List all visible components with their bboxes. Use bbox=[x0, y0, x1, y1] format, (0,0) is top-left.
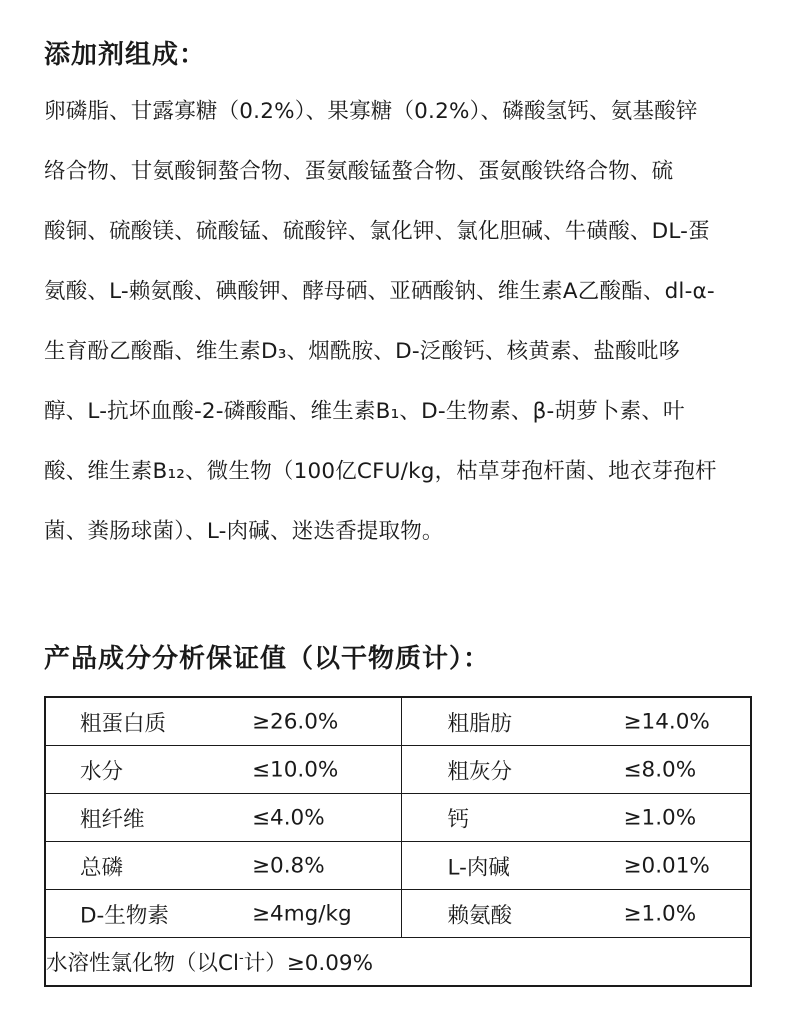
additives-line: 菌、粪肠球菌）、L-肉碱、迷迭香提取物。 bbox=[44, 519, 444, 544]
table-row bbox=[45, 842, 751, 890]
nutrient-name: 总磷 bbox=[80, 855, 124, 880]
table-cell bbox=[45, 794, 401, 842]
table-cell bbox=[401, 746, 751, 794]
table-cell bbox=[401, 794, 751, 842]
table-cell bbox=[45, 746, 401, 794]
nutrient-name: 粗脂肪 bbox=[447, 711, 513, 736]
nutrient-name: 赖氨酸 bbox=[447, 903, 513, 928]
nutrient-name: 粗灰分 bbox=[447, 759, 513, 784]
nutrient-value: ≥1.0% bbox=[623, 901, 697, 926]
table-cell bbox=[45, 697, 401, 746]
nutrient-value: ≥1.0% bbox=[623, 805, 697, 830]
chloride-row bbox=[45, 938, 751, 987]
additives-list bbox=[44, 92, 756, 572]
table-row bbox=[45, 938, 751, 987]
additives-line: 酸铜、硫酸镁、硫酸锰、硫酸锌、氯化钾、氯化胆碱、牛磺酸、DL-蛋 bbox=[44, 219, 710, 244]
chloride-superscript: - bbox=[239, 950, 244, 966]
analysis-table bbox=[44, 696, 752, 987]
table-row bbox=[45, 746, 751, 794]
nutrient-name: D-生物素 bbox=[80, 903, 169, 928]
table-row bbox=[45, 890, 751, 938]
additives-line: 卵磷脂、甘露寡糖（0.2%）、果寡糖（0.2%）、磷酸氢钙、氨基酸锌 bbox=[44, 99, 698, 124]
nutrient-value: ≤10.0% bbox=[252, 757, 339, 782]
additives-line: 生育酚乙酸酯、维生素D₃、烟酰胺、D-泛酸钙、核黄素、盐酸吡哆 bbox=[44, 339, 681, 364]
table-row bbox=[45, 697, 751, 746]
nutrient-value: ≤4.0% bbox=[252, 805, 325, 830]
nutrient-value: ≥14.0% bbox=[623, 709, 710, 734]
table-cell bbox=[401, 697, 751, 746]
table-cell bbox=[45, 890, 401, 938]
additives-line: 酸、维生素B₁₂、微生物（100亿CFU/kg，枯草芽孢杆菌、地衣芽孢杆 bbox=[44, 459, 717, 484]
table-cell bbox=[401, 890, 751, 938]
chloride-prefix: 水溶性氯化物（以Cl bbox=[46, 951, 239, 976]
nutrient-name: 水分 bbox=[80, 759, 124, 784]
table-cell bbox=[401, 842, 751, 890]
additives-line: 醇、L-抗坏血酸-2-磷酸酯、维生素B₁、D-生物素、β-胡萝卜素、叶 bbox=[44, 399, 685, 424]
chloride-suffix: 计）≥0.09% bbox=[243, 951, 374, 976]
nutrient-name: 钙 bbox=[447, 807, 470, 832]
additives-heading: 添加剂组成： bbox=[44, 40, 207, 70]
table-row bbox=[45, 794, 751, 842]
nutrient-value: ≥0.8% bbox=[252, 853, 325, 878]
nutrient-name: 粗蛋白质 bbox=[80, 711, 167, 736]
nutrient-value: ≤8.0% bbox=[623, 757, 697, 782]
nutrient-name: 粗纤维 bbox=[80, 807, 145, 832]
nutrient-value: ≥0.01% bbox=[623, 853, 710, 878]
additives-line: 氨酸、L-赖氨酸、碘酸钾、酵母硒、亚硒酸钠、维生素A乙酸酯、dl-α- bbox=[44, 279, 715, 304]
additives-line: 络合物、甘氨酸铜螯合物、蛋氨酸锰螯合物、蛋氨酸铁络合物、硫 bbox=[44, 159, 674, 184]
nutrient-name: L-肉碱 bbox=[447, 855, 510, 880]
nutrient-value: ≥4mg/kg bbox=[252, 901, 352, 926]
analysis-heading: 产品成分分析保证值（以干物质计）： bbox=[44, 644, 491, 674]
table-cell bbox=[45, 842, 401, 890]
nutrient-value: ≥26.0% bbox=[252, 709, 339, 734]
